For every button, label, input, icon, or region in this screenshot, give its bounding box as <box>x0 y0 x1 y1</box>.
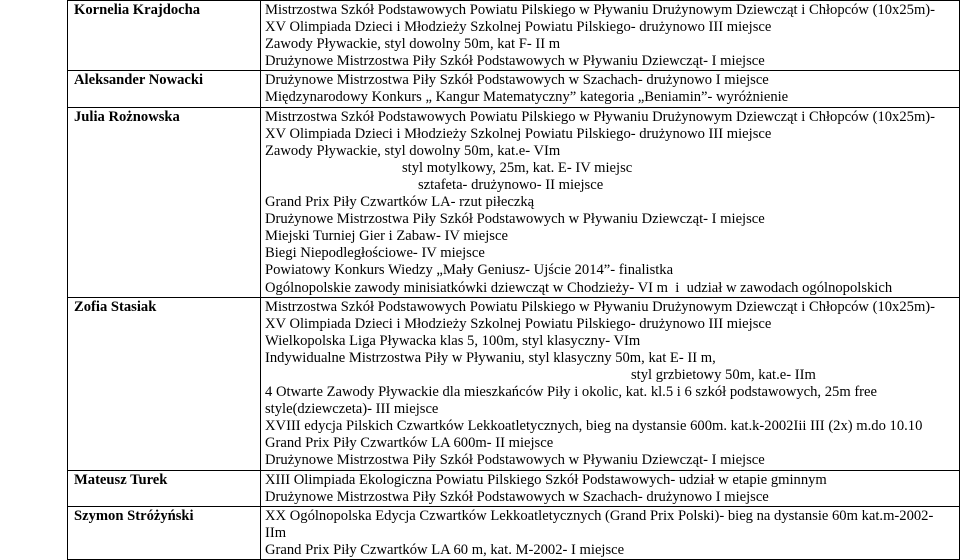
student-name: Aleksander Nowacki <box>68 71 261 107</box>
achievement-line: XX Ogólnopolska Edycja Czwartków Lekkoatletycznych (Grand Prix Polski)- bieg na dystansie 60m kat.m-2002- <box>265 507 934 524</box>
achievement-line: Grand Prix Piły Czwartków LA 600m- II miejsce <box>265 435 554 452</box>
student-name: Julia Rożnowska <box>68 107 261 297</box>
achievement-line: style(dziewczeta)- III miejsce <box>265 401 439 418</box>
achievement-line: Mistrzostwa Szkół Podstawowych Powiatu Pilskiego w Pływaniu Drużynowym Dziewcząt i Chłopców (10x25m)- <box>265 108 936 125</box>
achievements-cell <box>261 470 960 506</box>
achievement-line: Biegi Niepodległościowe- IV miejsce <box>265 245 485 262</box>
table-row <box>68 297 960 470</box>
achievements-cell <box>261 1 960 71</box>
table-row <box>68 1 960 71</box>
achievement-line: Grand Prix Piły Czwartków LA 60 m, kat. M-2002- I miejsce <box>265 541 625 558</box>
achievement-line: Drużynowe Mistrzostwa Piły Szkół Podstawowych w Szachach- drużynowo I miejsce <box>265 72 769 89</box>
student-name: Kornelia Krajdocha <box>68 1 261 71</box>
achievement-line: Wielkopolska Liga Pływacka klas 5, 100m, styl klasyczny- VIm <box>265 332 641 349</box>
achievement-line: Międzynarodowy Konkurs „ Kangur Matematyczny” kategoria „Beniamin”- wyróżnienie <box>265 89 789 106</box>
achievements-cell <box>261 297 960 470</box>
achievement-line: Mistrzostwa Szkół Podstawowych Powiatu Pilskiego w Pływaniu Drużynowym Dziewcząt i Chłopców (10x25m)- <box>265 2 936 18</box>
achievement-line: XVIII edycja Pilskich Czwartków Lekkoatletycznych, bieg na dystansie 600m. kat.k-2002Iii III (2x) m.do 10.10 <box>265 418 923 435</box>
achievement-line: XV Olimpiada Dzieci i Młodzieży Szkolnej Powiatu Pilskiego- drużynowo III miejsce <box>265 125 772 142</box>
achievements-cell <box>261 71 960 107</box>
achievement-line: 4 Otwarte Zawody Pływackie dla mieszkańców Piły i okolic, kat. kl.5 i 6 szkół podstawowych, 25m free <box>265 384 877 401</box>
achievement-line: Zawody Pływackie, styl dowolny 50m, kat F- II m <box>265 36 561 53</box>
achievement-line: sztafeta- drużynowo- II miejsce <box>418 176 604 193</box>
table-row <box>68 506 960 559</box>
table-row <box>68 107 960 297</box>
achievement-line: Miejski Turniej Gier i Zabaw- IV miejsce <box>265 228 508 245</box>
achievement-line: Ogólnopolskie zawody minisiatkówki dziewcząt w Chodzieży- VI m i udział w zawodach ogólnopolskich <box>265 279 893 296</box>
achievement-line: Indywidualne Mistrzostwa Piły w Pływaniu, styl klasyczny 50m, kat E- II m, <box>265 349 716 366</box>
table-row <box>68 470 960 506</box>
achievement-line: Drużynowe Mistrzostwa Piły Szkół Podstawowych w Pływaniu Dziewcząt- I miejsce <box>265 452 765 469</box>
achievement-line: Zawody Pływackie, styl dowolny 50m, kat.e- VIm <box>265 142 561 159</box>
achievement-line: IIm <box>265 524 287 541</box>
achievement-line: styl grzbietowy 50m, kat.e- IIm <box>631 366 816 383</box>
achievement-line: Mistrzostwa Szkół Podstawowych Powiatu Pilskiego w Pływaniu Drużynowym Dziewcząt i Chłopców (10x25m)- <box>265 298 936 315</box>
achievements-cell <box>261 107 960 297</box>
achievement-line: Grand Prix Piły Czwartków LA- rzut piłeczką <box>265 194 535 211</box>
achievement-line: Drużynowe Mistrzostwa Piły Szkół Podstawowych w Szachach- drużynowo I miejsce <box>265 488 769 505</box>
achievement-line: XV Olimpiada Dzieci i Młodzieży Szkolnej Powiatu Pilskiego- drużynowo III miejsce <box>265 19 772 36</box>
achievement-line: XIII Olimpiada Ekologiczna Powiatu Pilskiego Szkół Podstawowych- udział w etapie gminnym <box>265 471 827 488</box>
achievement-line: styl motylkowy, 25m, kat. E- IV miejsc <box>402 159 633 176</box>
table-row <box>68 71 960 107</box>
student-name: Mateusz Turek <box>68 470 261 506</box>
table-body <box>68 1 960 560</box>
achievement-line: XV Olimpiada Dzieci i Młodzieży Szkolnej Powiatu Pilskiego- drużynowo III miejsce <box>265 315 772 332</box>
achievements-cell <box>261 506 960 559</box>
achievement-line: Powiatowy Konkurs Wiedzy „Mały Geniusz- Ujście 2014”- finalistka <box>265 262 674 279</box>
student-name: Szymon Stróżyński <box>68 506 261 559</box>
achievement-line: Drużynowe Mistrzostwa Piły Szkół Podstawowych w Pływaniu Dziewcząt- I miejsce <box>265 53 765 70</box>
achievements-table <box>67 0 960 560</box>
student-name: Zofia Stasiak <box>68 297 261 470</box>
achievement-line: Drużynowe Mistrzostwa Piły Szkół Podstawowych w Pływaniu Dziewcząt- I miejsce <box>265 211 765 228</box>
